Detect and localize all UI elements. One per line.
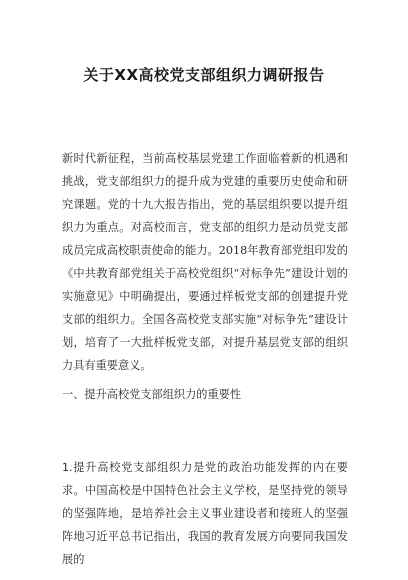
document-title: 关于XX高校党支部组织力调研报告 — [83, 66, 325, 84]
intro-paragraph: 新时代新征程，当前高校基层党建工作面临着新的机遇和挑战，党支部组织力的提升成为党建的重要历史使命和研究课题。党的十九大报告指出，党的基层组织要以提升组织力为重点。对高校而言，党支部的组织力是动员党支部成员完成高校职责使命的能力。2018年教育部党组印发的《中共教育部党组关于高校党组织“对标争先”建设计划的实施意见》中明确提出，要通过样板党支部的创建提升党支部的组织力。全国各高校党支部实施“对标争先”建设计划，培育了一大批样板党支部，对提升基层党支部的组织力具有重要意义。 — [62, 152, 348, 372]
section-paragraph-text: 提升高校党支部组织力是党的政治功能发挥的内在要求。中国高校是中国特色社会主义学校，是坚持党的领导的坚强阵地，是培养社会主义事业建设者和接班人的坚强阵地习近平总书记指出，我国的教育发展方向要同我国发展的 — [62, 461, 348, 566]
section-paragraph-number: 1. — [62, 461, 73, 474]
section-heading: 一、提升高校党支部组织力的重要性 — [62, 388, 242, 401]
section-paragraph — [62, 456, 348, 571]
